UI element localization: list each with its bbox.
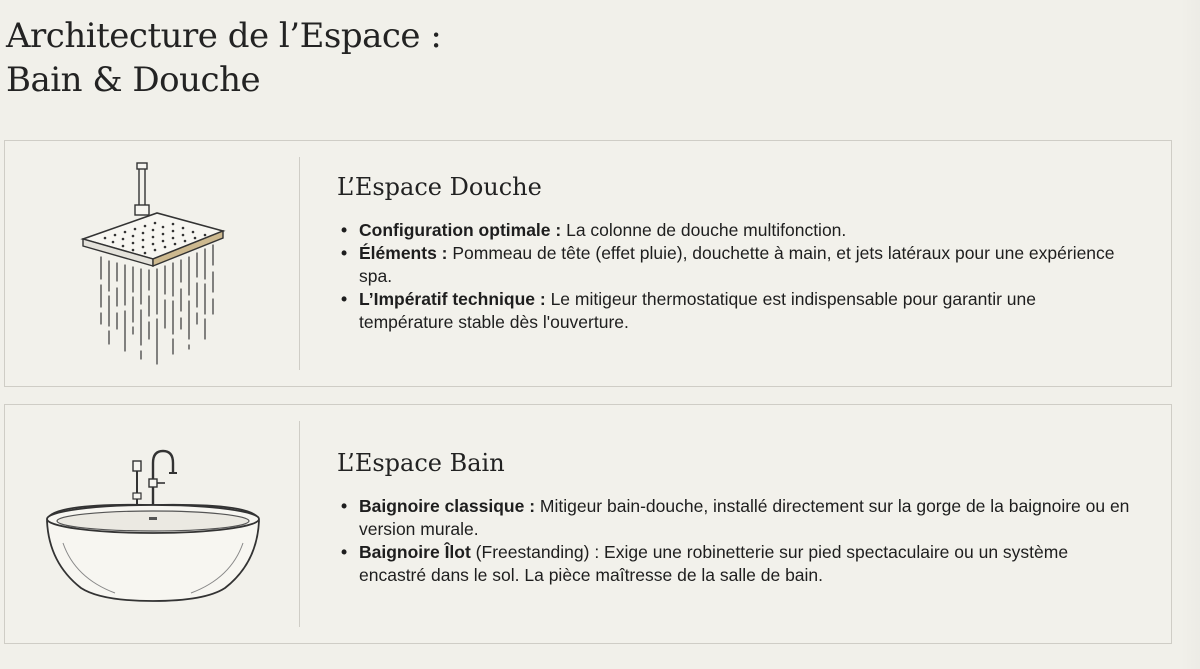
page-title-line-2: Bain & Douche — [6, 60, 261, 100]
list-item — [359, 541, 1131, 587]
list-item — [359, 495, 1131, 541]
list-item — [359, 242, 1131, 288]
bath-heading: L’Espace Bain — [337, 449, 505, 477]
card-divider — [299, 421, 300, 627]
rain-shower-head-icon — [35, 149, 245, 374]
freestanding-bathtub-icon — [35, 413, 275, 618]
shower-card — [4, 140, 1172, 387]
shower-list — [337, 219, 1131, 334]
page-title-line-1: Architecture de l’Espace : — [6, 16, 442, 56]
item-label: Configuration optimale : — [359, 220, 562, 240]
page-title — [6, 14, 441, 102]
page-edge — [1180, 0, 1200, 669]
item-text: La colonne de douche multifonction. — [561, 220, 847, 240]
card-divider — [299, 157, 300, 370]
bath-content — [337, 449, 1131, 587]
item-text: Mitigeur bain-douche, installé directement sur la gorge de la baignoire ou en version murale. — [359, 496, 1130, 539]
item-label: L’Impératif technique : — [359, 289, 546, 309]
item-label: Baignoire classique : — [359, 496, 536, 516]
bath-list — [337, 495, 1131, 587]
item-text: Pommeau de tête (effet pluie), douchette à main, et jets latéraux pour une expérience spa. — [359, 243, 1115, 286]
item-label: Baignoire Îlot — [359, 542, 471, 562]
list-item — [359, 219, 1131, 242]
shower-content — [337, 173, 1131, 334]
list-item — [359, 288, 1131, 334]
bath-card — [4, 404, 1172, 644]
item-label: Éléments : — [359, 243, 448, 263]
item-text: Le mitigeur thermostatique est indispensable pour garantir une température stable dès l'ouverture. — [359, 289, 1036, 332]
item-text: (Freestanding) : Exige une robinetterie sur pied spectaculaire ou un système encastré dans le sol. La pièce maîtresse de la salle de bain. — [359, 542, 1069, 585]
shower-heading: L’Espace Douche — [337, 173, 542, 201]
